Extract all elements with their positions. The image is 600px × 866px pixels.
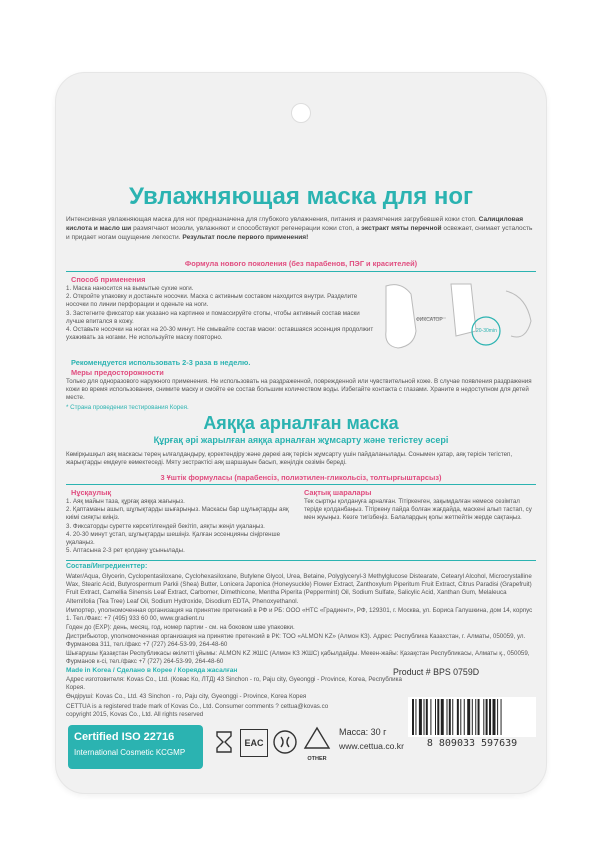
diagram-time-label: 20-30min	[476, 328, 497, 334]
cert-title: Certified ISO 22716	[74, 731, 175, 743]
product-id: Product # BPS 0759D	[393, 667, 480, 677]
ru-usage-step: 4. Оставьте носочки на ногах на 20-30 минут. Не смывайте состав маски: оставшаяся эссенция продолжит ухаживать за ногами. Не используйте маску повторно.	[66, 326, 374, 342]
barcode-bar	[435, 699, 436, 735]
hang-hole	[291, 103, 311, 123]
barcode-bar	[486, 699, 488, 735]
diagram-fixator-label: ФИКСАТОР	[416, 317, 443, 323]
website: www.cettua.co.kr	[339, 741, 404, 751]
made-in: Made in Korea / Сделано в Корее / Кореяда жасалған	[66, 667, 238, 674]
barcode-bar	[424, 699, 425, 735]
barcode-bar	[430, 699, 431, 735]
trademark: CETTUA is a registered trade mark of Kovas Co., Ltd. Consumer comments ? cettua@kovas.co	[66, 703, 329, 710]
ru-country-test: * Страна проведения тестирования Корея.	[66, 404, 189, 411]
recycle-icon	[302, 725, 332, 751]
product-sachet	[55, 72, 547, 794]
barcode-bar	[415, 699, 416, 735]
barcode-graphic	[408, 697, 536, 737]
eac-mark-icon: EAC	[240, 729, 268, 757]
kz-intro: Көмірқышқыл аяқ маскасы терең ылғалдандыру, қоректендіру және дөрекі аяқ терісін жұмсарту үшін пайдаланылады. Сонымен қатар, аяқ терісін тегістеп, жарықтарды емдеуге көмектеседі. Мяту экстрактісі аяқ шаршауын басып, жеңілдік сезімін береді.	[66, 451, 513, 467]
iso-certified-badge	[68, 725, 203, 769]
kz-usage-list	[66, 498, 291, 555]
kz-usage-step: 2. Қаптаманы ашып, шұлықтарды шығарыңыз. Маскасы бар шұлықтарды аяқ киімі сияқты киіңіз.	[66, 506, 289, 522]
barcode-bar	[457, 699, 459, 735]
foot-diagram	[376, 276, 541, 356]
ru-usage-list	[66, 285, 376, 342]
mass-label: Масса: 30 г	[339, 727, 387, 737]
recycle-other-icon	[302, 725, 332, 761]
kz-formula: 3 Ұштік формуласы (парабенсіз, полиэтилен-гликольсіз, толтырғыштарсыз)	[160, 473, 442, 482]
ru-intro-text-2: размягчают мозоли, увлажняют и способствуют регенерации кожи стоп, а	[131, 225, 362, 232]
kz-usage-step: 4. 20-30 минут ұстап, шұлықтарды шешіңіз. Қалған эссенцияны сіңіргенше уқалаңыз.	[66, 530, 281, 547]
divider	[66, 271, 536, 272]
kz-usage-step: 3. Фиксаторды суретте көрсетілгендей бекітіп, аяқты жеңіл уқалаңыз.	[66, 522, 265, 530]
barcode-bar	[419, 699, 422, 735]
kz-subtitle: Құрғақ әрі жарылған аяққа арналған жұмсарту және тегістеу әсері	[153, 435, 449, 445]
ru-intro	[66, 215, 536, 242]
ru-formula: Формула нового поколения (без парабенов, ПЭГ и красителей)	[184, 259, 418, 268]
barcode-bar	[464, 699, 465, 735]
ru-caution-header: Меры предосторожности	[71, 368, 164, 377]
barcode-bar	[449, 699, 451, 735]
kz-caution: Тек сыртқы қолдануға арналған. Тітіркенген, зақымдалған немесе сезімтал теріде қолданбаңыз. Тітіркену пайда болған жағдайда, маскені алып тастап, су мен жуыңыз. Көзге тигізбеңіз. Балалардың қолы жетпейтін жерде сақтаңыз.	[304, 498, 532, 522]
distributor-kz: Дистрибьютор, уполномоченная организация на принятие претензий в РК: ТОО «ALMON KZ» (Алмон КЗ). Адрес: Республика Казахстан, г. Алматы, 050059, ул. Фурманова 311, тел./факс +7 (727) 264-53-99, 264-48-60	[66, 633, 526, 649]
foot-outline	[506, 291, 531, 337]
copyright: copyright 2015, Kovas Co., Ltd. All rights reserved	[66, 711, 204, 718]
ru-usage-header: Способ применения	[71, 275, 146, 284]
barcode-bar	[452, 699, 453, 735]
barcode-bar	[483, 699, 484, 735]
kz-usage-header: Нұсқаулық	[71, 488, 112, 497]
barcode-bar	[475, 699, 476, 735]
ru-title: Увлажняющая маска для ног	[128, 183, 474, 210]
ru-recommend: Рекомендуется использовать 2-3 раза в неделю.	[71, 358, 251, 367]
kz-caution-header: Сақтық шаралары	[304, 488, 372, 497]
importer-ru: Импортер, уполномоченная организация на принятие претензий в РФ и РБ: ООО «НТС «Градиент», РФ, 129301, г. Москва, ул. Бориса Галушкина, дом 14, корпус 1. Тел./Факс: +7 (495) 933 60 00, www.gradient.ru	[66, 607, 533, 623]
recycle-label: OTHER	[307, 756, 327, 762]
barcode-bar	[460, 699, 461, 735]
barcode-bar	[489, 699, 491, 735]
kz-usage-step: 5. Аптасына 2-3 рет қолдану ұсынылады.	[66, 547, 185, 555]
ingredients-header: Состав/Ингредиенттер:	[66, 563, 148, 570]
barcode-bar	[447, 699, 448, 735]
ru-intro-bold-3: Результат после первого применения!	[182, 234, 309, 241]
barcode-bar	[441, 699, 444, 735]
ru-usage-step: 2. Откройте упаковку и достаньте носочки. Маска с активным составом находится внутри. Разделите носочки по линии перфорации и оденьте на ноги.	[66, 293, 358, 309]
barcode-bar	[501, 699, 502, 735]
barcode-bar	[497, 699, 498, 735]
barcode-number: 8 809033 597639	[426, 738, 518, 749]
barcode-bar	[426, 699, 428, 735]
divider	[66, 484, 536, 485]
barcode-bar	[437, 699, 439, 735]
hourglass-icon	[211, 729, 237, 755]
distributor-kz-2: Шығарушы Қазақстан Республикасы өкілетті ұйымы: ALMON KZ ЖШС (Алмон КЗ ЖШС) қабылдайды. Мекен-жайы: Қазақстан Республикасы, Алматы қ., 050059, Фурманов к-сі, тел./факс +7 (727) 264-53-99, 264-48-60	[66, 650, 530, 666]
barcode-bar	[478, 699, 480, 735]
sock-shape	[386, 285, 416, 348]
manufacturer-kz: Өндіруші: Kovas Co., Ltd. 43 Sinchon - ro, Paju city, Gyeonggi - Province, Korea Корея	[66, 693, 307, 700]
ru-caution: Только для одноразового наружного применения. Не использовать на раздраженной, поврежденной или чувствительной коже. В случае появления раздражения кожи во время использования, снимите маску и смойте ее состав большим количеством воды. Избегайте контакта с глазами. Храните в недоступном для детей месте.	[66, 378, 532, 402]
ru-intro-text-1: Интенсивная увлажняющая маска для ног предназначена для глубокого увлажнения, питания и размягчения загрубевшей кожи стоп.	[66, 216, 479, 223]
barcode-bar	[467, 699, 470, 735]
ru-usage-step: 1. Маска наносится на вымытые сухие ноги.	[66, 285, 194, 292]
kz-title: Аяққа арналған маска	[203, 413, 399, 433]
ingredients-list: Water/Aqua, Glycerin, Cyclopentasiloxane, Cyclohexasiloxane, Butylene Glycol, Urea, Betaine, Polyglyceryl-3 Methylglucose Distearate, Cetearyl Alcohol, Microcrystalline Wax, Stearic Acid, Butyrospermum Parkii (Shea) Butter, Lonicera Japonica (Honeysuckle) Flower Extract, Zanthoxylum Piperitum Fruit Extract, Citrus Paradisi (Grapefruit) Fruit Extract, Camellia Sinensis Leaf Extract, Carbomer, Dimethicone, Mentha Piperita (Peppermint) Oil, Sodium Sulfate, Salicylic Acid, Xanthan Gum, Melaleuca Alternifolia (Tea Tree) Leaf Oil, Sodium Hydroxide, Disodium EDTA, Phenoxyethanol.	[66, 573, 532, 605]
cert-subtitle: International Cosmetic KCGMP	[74, 748, 186, 757]
barcode-bar	[412, 699, 414, 735]
ru-intro-bold-2: экстракт мяты перечной	[361, 225, 442, 232]
divider	[66, 560, 536, 561]
ru-intro-bold-1: Салициловая кислота и масло ши	[66, 216, 524, 232]
manufacturer-address: Адрес изготовителя: Kovas Co., Ltd. (Ковас Ко, ЛТД) 43 Sinchon - ro, Paju city, Gyeonggi - Province, Korea, Республика Корея.	[66, 676, 402, 692]
expiry-info: Годен до (EXP): день, месяц, год, номер партии - см. на боковом шве упаковки.	[66, 624, 295, 631]
barcode-bar	[493, 699, 496, 735]
green-dot-icon	[272, 729, 298, 755]
ru-intro-text-3: освежает, снимает усталость и придает ногам ощущение легкости.	[66, 225, 533, 241]
kz-usage-step: 1. Аяқ майын таза, құрғақ аяққа жағыңыз.	[66, 498, 185, 505]
barcode-bar	[472, 699, 473, 735]
ru-usage-step: 3. Застегните фиксатор как указано на картинке и помассируйте стопы, чтобы активный состав маски лучше впитался в кожу.	[66, 309, 360, 325]
